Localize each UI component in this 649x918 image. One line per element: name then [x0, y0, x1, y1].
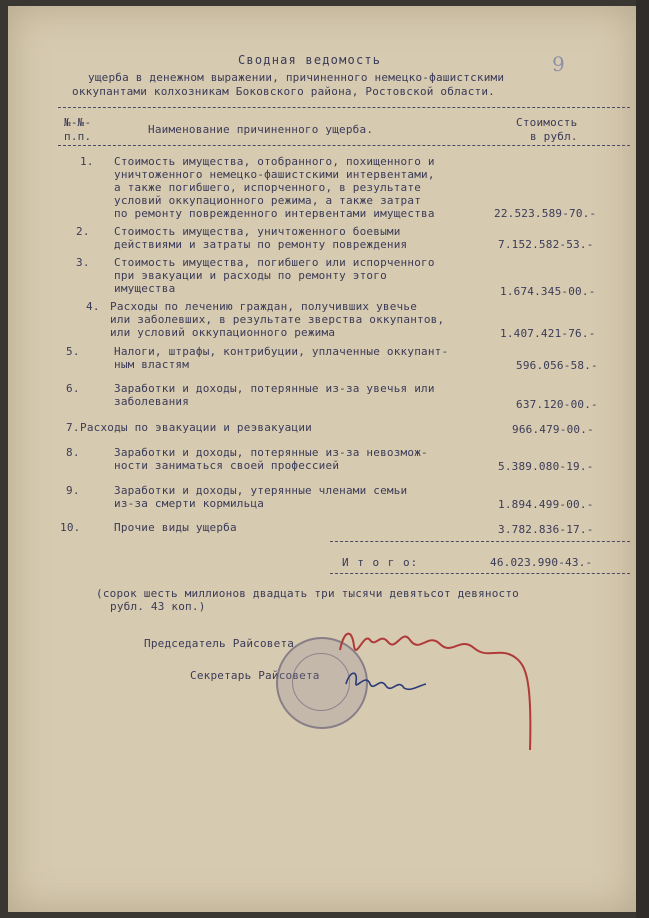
row-text-line: Заработки и доходы, потерянные из-за увечья или	[114, 382, 435, 395]
row-text-line: Заработки и доходы, утерянные членами семьи	[114, 484, 408, 497]
row-num: 10.	[60, 521, 81, 534]
row-value: 1.674.345-00.-	[500, 285, 596, 298]
row-num: 7.	[66, 421, 80, 434]
row-text-line: Заработки и доходы, потерянные из-за невозмож-	[114, 446, 428, 459]
col-cost-header-2: в рубл.	[530, 130, 578, 143]
row-num: 8.	[66, 446, 80, 459]
row-num: 5.	[66, 345, 80, 358]
row-text-line: условий оккупационного режима, а также затрат	[114, 194, 422, 207]
page-number: 9	[552, 52, 565, 76]
row-text-line: ности заниматься своей профессией	[114, 459, 340, 472]
row-text-line: или заболевших, в результате зверства оккупантов,	[110, 313, 445, 326]
row-text-line: ным властям	[114, 358, 190, 371]
row-num: 4.	[86, 300, 100, 313]
total-divider	[330, 541, 630, 542]
col-name-header: Наименование причиненного ущерба.	[148, 123, 374, 136]
row-text-line: при эвакуации и расходы по ремонту этого	[114, 269, 387, 282]
row-value: 5.389.080-19.-	[498, 460, 594, 473]
row-value: 3.782.836-17.-	[498, 523, 594, 536]
row-value: 1.407.421-76.-	[500, 327, 596, 340]
row-text-line: заболевания	[114, 395, 190, 408]
row-text-line: Стоимость имущества, отобранного, похищенного и	[114, 155, 435, 168]
row-text-line: Налоги, штрафы, контрибуции, уплаченные оккупант-	[114, 345, 449, 358]
col-num-header-2: п.п.	[64, 130, 92, 143]
row-text-line: Стоимость имущества, уничтоженного боевыми	[114, 225, 401, 238]
row-text-line: Стоимость имущества, погибшего или испорченного	[114, 256, 435, 269]
row-text-line: Расходы по лечению граждан, получивших увечье	[110, 300, 418, 313]
row-text-line: или условий оккупационного режима	[110, 326, 336, 339]
row-num: 2.	[76, 225, 90, 238]
secretary-label: Секретарь Райсовета	[190, 669, 320, 682]
row-text-line: Прочие виды ущерба	[114, 521, 237, 534]
secretary-signature	[340, 662, 430, 702]
row-value: 1.894.499-00.-	[498, 498, 594, 511]
row-value: 637.120-00.-	[516, 398, 598, 411]
row-num: 9.	[66, 484, 80, 497]
col-num-header-1: №-№-	[64, 116, 92, 129]
total-value: 46.023.990-43.-	[490, 556, 593, 569]
subtitle-line-2: оккупантами колхозникам Боковского района, Ростовской области.	[72, 85, 495, 98]
total-divider-bottom	[330, 573, 630, 574]
total-words-line-2: рубл. 43 коп.)	[110, 600, 206, 613]
row-text-line: по ремонту поврежденного интервентами имущества	[114, 207, 435, 220]
row-value: 596.056-58.-	[516, 359, 598, 372]
row-text-line: а также погибшего, испорченного, в результате	[114, 181, 422, 194]
total-words-line-1: (сорок шесть миллионов двадцать три тысячи девятьсот девяносто	[96, 587, 519, 600]
row-num: 3.	[76, 256, 90, 269]
header-divider-top	[58, 107, 630, 108]
row-text-line: действиями и затраты по ремонту повреждения	[114, 238, 408, 251]
subtitle-line-1: ущерба в денежном выражении, причиненного немецко-фашистскими	[88, 71, 505, 84]
row-text-line: уничтоженного немецко-фашистскими интервентами,	[114, 168, 435, 181]
row-num: 6.	[66, 382, 80, 395]
col-cost-header-1: Стоимость	[516, 116, 578, 129]
row-value: 22.523.589-70.-	[494, 207, 597, 220]
header-divider-bottom	[58, 145, 630, 146]
row-num: 1.	[80, 155, 94, 168]
page-edge	[636, 0, 649, 918]
row-text-line: Расходы по эвакуации и реэвакуации	[80, 421, 312, 434]
row-value: 7.152.582-53.-	[498, 238, 594, 251]
total-label: И т о г о:	[342, 556, 419, 569]
chairman-label: Председатель Райсовета	[144, 637, 295, 650]
row-text-line: имущества	[114, 282, 176, 295]
document-title: Сводная ведомость	[238, 53, 382, 67]
row-value: 966.479-00.-	[512, 423, 594, 436]
row-text-line: из-за смерти кормильца	[114, 497, 265, 510]
